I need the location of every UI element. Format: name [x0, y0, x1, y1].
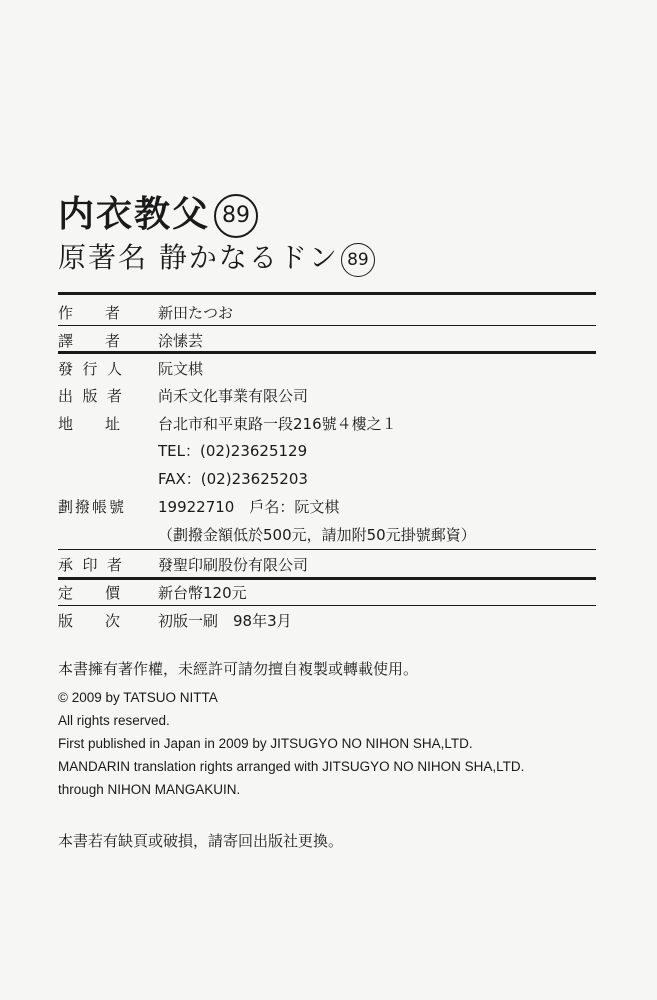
- printer-label: 承 印 者: [58, 556, 122, 574]
- original-title: [58, 236, 375, 277]
- address-label: 地 址: [58, 415, 120, 433]
- english-line: MANDARIN translation rights arranged with JITSUGYO NO NIHON SHA,LTD.: [58, 759, 525, 774]
- edition-label: 版 次: [58, 612, 120, 630]
- english-line: All rights reserved.: [58, 713, 170, 728]
- copyright-notice: 本書擁有著作權，未經許可請勿擅自複製或轉載使用。: [58, 660, 419, 678]
- press-label: 出 版 者: [58, 387, 122, 405]
- divider-rule: [58, 577, 596, 580]
- publisher-value: 阮文棋: [158, 360, 204, 378]
- original-volume-badge: 89: [341, 243, 375, 277]
- replacement-notice: 本書若有缺頁或破損，請寄回出版社更換。: [58, 832, 344, 850]
- account-value: 19922710 戶名：阮文棋: [158, 498, 340, 516]
- press-value: 尚禾文化事業有限公司: [158, 387, 309, 405]
- book-title-text: 内衣教父: [58, 194, 211, 235]
- address-value: 台北市和平東路一段216號４樓之１: [158, 415, 397, 433]
- english-line: through NIHON MANGAKUIN.: [58, 782, 241, 797]
- book-title: [58, 186, 258, 238]
- divider-rule: [58, 351, 596, 354]
- original-title-prefix: 原著名: [58, 241, 149, 274]
- divider-rule: [58, 549, 596, 550]
- fax-value: FAX：(02)23625203: [158, 470, 308, 488]
- english-line: © 2009 by TATSUO NITTA: [58, 690, 218, 705]
- account-label: 劃 撥 帳 號: [58, 498, 124, 516]
- original-title-text: 静かなるドン: [158, 241, 339, 274]
- edition-value: 初版一刷 98年3月: [158, 612, 292, 630]
- printer-value: 發聖印刷股份有限公司: [158, 556, 309, 574]
- volume-badge: 89: [214, 194, 258, 238]
- divider-rule: [58, 292, 596, 295]
- price-label: 定 價: [58, 584, 120, 602]
- tel-value: TEL：(02)23625129: [158, 442, 308, 460]
- author-value: 新田たつお: [158, 304, 234, 322]
- publisher-label: 發 行 人: [58, 360, 122, 378]
- translator-value: 涂愫芸: [158, 332, 204, 350]
- divider-rule: [58, 605, 596, 606]
- english-line: First published in Japan in 2009 by JITSUGYO NO NIHON SHA,LTD.: [58, 736, 473, 751]
- author-label: 作 者: [58, 304, 120, 322]
- translator-label: 譯 者: [58, 332, 120, 350]
- account-note: （劃撥金額低於500元，請加附50元掛號郵資）: [158, 526, 476, 544]
- divider-rule: [58, 325, 596, 326]
- price-value: 新台幣120元: [158, 584, 247, 602]
